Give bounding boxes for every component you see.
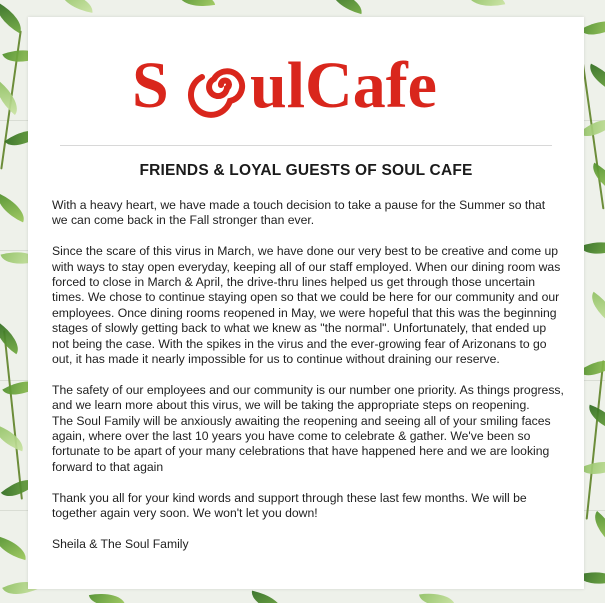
letter-body (52, 198, 564, 568)
announcement-card (28, 17, 584, 589)
paragraph-soul-family: The Soul Family will be anxiously awaiting the reopening and seeing all of your smiling faces again, where over the last 10 years you have come to celebrate & gather. We've been so fortunate to be apart of your many celebrations that have happened here and we are looking forward to that again (52, 413, 551, 474)
paragraph-safety: The safety of our employees and our community is our number one priority. As things progress, and we learn more about this virus, we will be taking the appropriate steps on reopening. (52, 382, 564, 413)
logo-wordmark (126, 39, 486, 121)
divider (60, 145, 552, 146)
paragraph-virus: Since the scare of this virus in March, we have done our very best to be creative and come up with ways to stay open everyday, keeping all of our staff employed. When our dining room was forced to close in March & April, the drive-thru lines helped us get through those uncertain times. We chose to continue staying open so that we could be here for our community and our employees. Once dining rooms reopened in May, we were hopeful that this was the beginning stages of slowly getting back to what we knew as "the normal". Unfortunately, that ended up not being the case. With the spikes in the virus and the ever-growing fear of Arizonans to go out, it has made it nearly impossible for us to continue without draining our reserve. (52, 244, 561, 367)
logo-text-s: S (132, 49, 169, 121)
soulcafe-logo (28, 39, 584, 119)
signature: Sheila & The Soul Family (52, 536, 189, 551)
paragraph-thanks: Thank you all for your kind words and support through these last few months. We will be together again very soon. We won't let you down! (52, 490, 527, 521)
paragraph-intro: With a heavy heart, we have made a touch decision to take a pause for the Summer so that we can come back in the Fall stronger than ever. (52, 198, 546, 228)
logo-text-ulcafe: ulCafe (250, 49, 437, 121)
page-heading: FRIENDS & LOYAL GUESTS OF SOUL CAFE (139, 162, 473, 179)
